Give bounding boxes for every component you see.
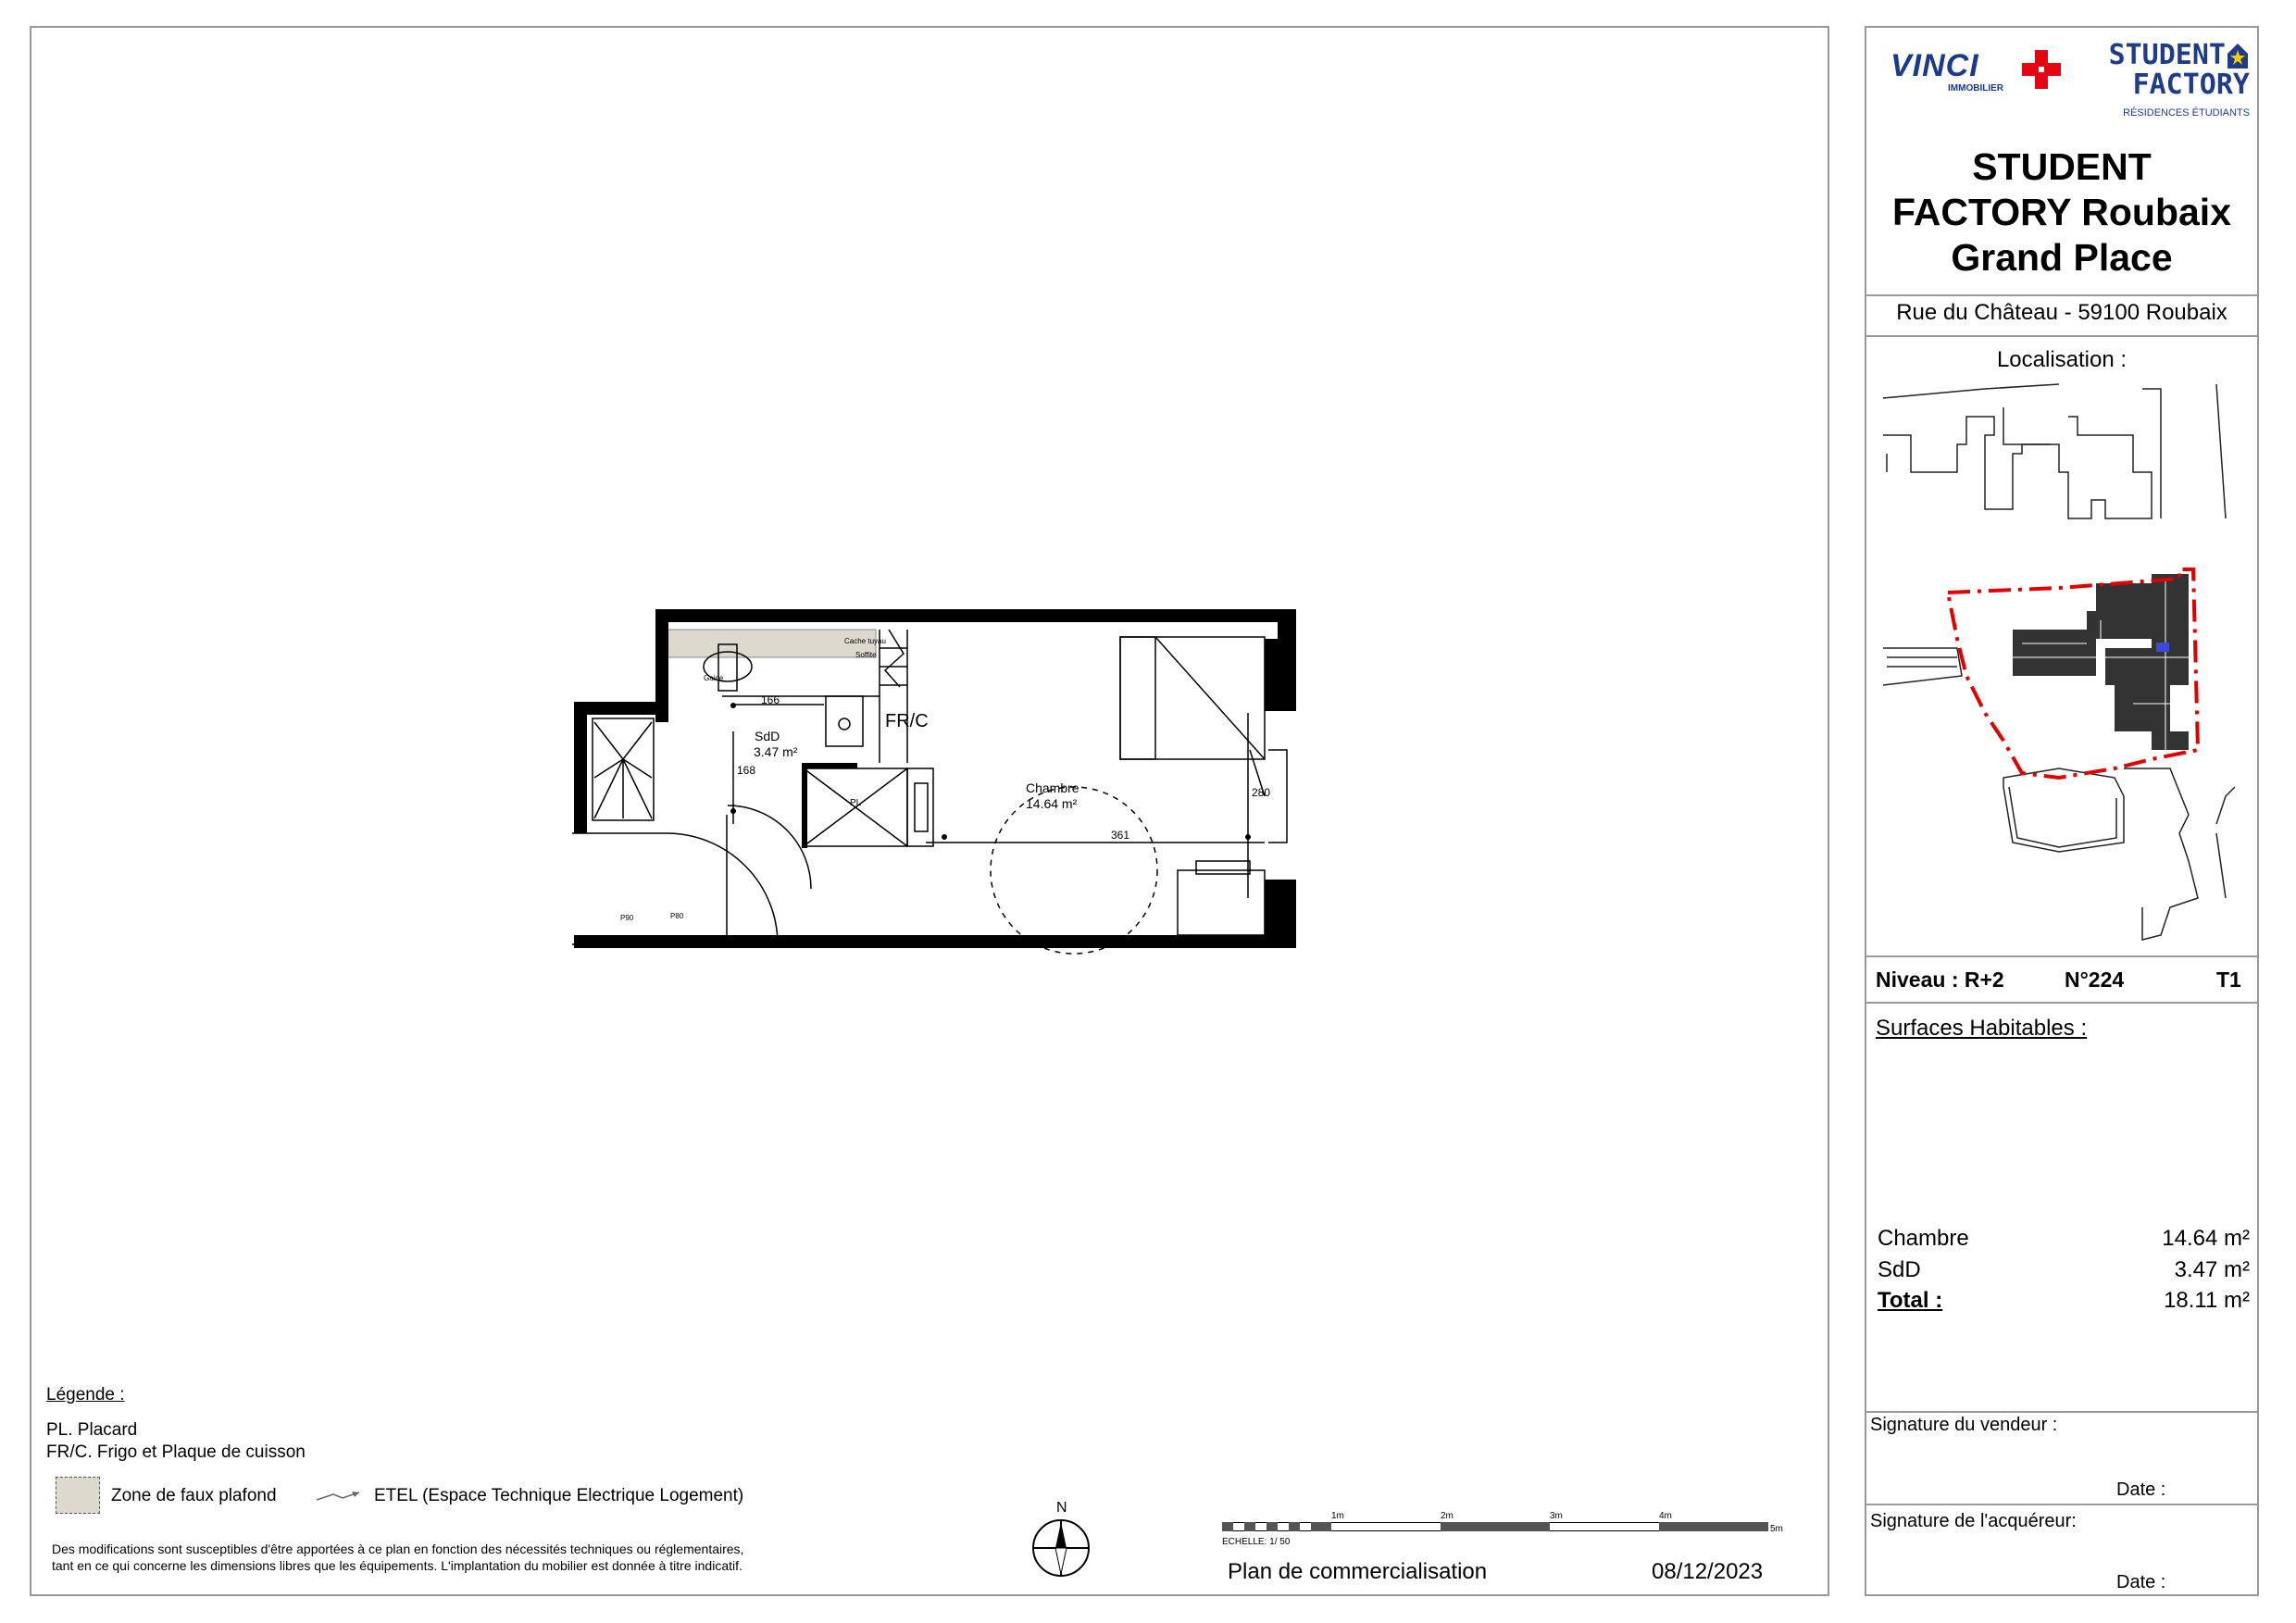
faux-plafond-swatch	[56, 1477, 100, 1514]
divider	[1865, 294, 2259, 296]
unit-number: N°224	[2065, 968, 2125, 992]
total-value: 18.11 m²	[2164, 1288, 2250, 1313]
chambre-name: Chambre	[1026, 780, 1079, 795]
legend-etel: ETEL (Espace Technique Electrique Logement)	[374, 1486, 744, 1505]
scale-tick-5m: 5m	[1770, 1524, 1783, 1534]
sdd-area: 3.47 m²	[754, 744, 798, 759]
residence-title	[1865, 144, 2259, 281]
title-line2: FACTORY Roubaix	[1891, 191, 2232, 233]
dim-168: 168	[737, 764, 756, 777]
signature-vendeur-date: Date :	[2116, 1479, 2166, 1500]
niveau: Niveau : R+2	[1876, 968, 2004, 992]
compass-icon	[1029, 1517, 1092, 1579]
scale-tick-1m: 1m	[1331, 1511, 1344, 1521]
p90-label: P90	[620, 914, 634, 922]
unit-highlight	[2156, 643, 2169, 652]
disclaimer-line1: Des modifications sont susceptibles d'être apportées à ce plan en fonction des nécessités techniques ou réglementaires,	[52, 1542, 744, 1556]
p80-label: P80	[670, 912, 684, 920]
legend-faux-plafond: Zone de faux plafond	[111, 1486, 277, 1505]
surfaces-heading: Surfaces Habitables :	[1876, 1016, 2088, 1041]
north-label: N	[1056, 1500, 1067, 1516]
surface-value: 3.47 m²	[2174, 1257, 2250, 1282]
gaine-label: Gaine	[704, 674, 724, 682]
frc-label: FR/C	[885, 711, 929, 731]
sf-logo-sub: RÉSIDENCES ÉTUDIANTS	[2123, 107, 2250, 119]
divider	[1865, 335, 2259, 337]
dim-361: 361	[1111, 829, 1130, 842]
divider	[1865, 1002, 2259, 1004]
dim-280: 280	[1252, 786, 1271, 799]
surface-row-sdd	[1878, 1257, 2250, 1283]
surface-row-chambre	[1878, 1226, 2250, 1252]
signature-vendeur: Signature du vendeur :	[1870, 1415, 2058, 1435]
surface-label: Chambre	[1878, 1226, 1969, 1251]
address: Rue du Château - 59100 Roubaix	[1896, 300, 2227, 325]
chambre-area: 14.64 m²	[1026, 796, 1078, 811]
plan-date: 08/12/2023	[1652, 1559, 1764, 1584]
house-star-icon	[2226, 41, 2250, 70]
vinci-logo-sub: IMMOBILIER	[1948, 83, 2003, 94]
surface-value: 14.64 m²	[2162, 1226, 2250, 1251]
vinci-logo-text: VINCI	[1890, 48, 1979, 83]
surface-row-total	[1878, 1288, 2250, 1314]
signature-acquereur: Signature de l'acquéreur:	[1870, 1511, 2077, 1531]
localisation-map	[1874, 380, 2253, 944]
localisation-label: Localisation :	[1996, 347, 2128, 372]
sdd-name: SdD	[755, 729, 780, 743]
scale-tick-3m: 3m	[1550, 1511, 1563, 1521]
divider	[1865, 1504, 2259, 1505]
sf-logo-line1: STUDENT	[2108, 39, 2226, 71]
plan-type: Plan de commercialisation	[1228, 1559, 1488, 1584]
scale-tick-2m: 2m	[1441, 1511, 1454, 1521]
scale-bar	[1222, 1511, 1783, 1555]
legend-frc: FR/C. Frigo et Plaque de cuisson	[46, 1442, 306, 1462]
scale-echelle: ECHELLE: 1/ 50	[1222, 1537, 1291, 1547]
vinci-logo	[1889, 46, 2065, 102]
divider	[1865, 955, 2259, 957]
dim-166: 166	[761, 693, 780, 706]
title-line3: Grand Place	[1951, 236, 2173, 279]
legend-pl: PL. Placard	[46, 1420, 138, 1440]
unit-type: T1	[2216, 968, 2241, 992]
soffite-label: Soffite	[855, 651, 877, 659]
scale-tick-4m: 4m	[1659, 1511, 1672, 1521]
student-factory-logo	[2092, 37, 2250, 126]
floor-plan	[555, 593, 1407, 981]
vinci-cross-icon	[2018, 46, 2065, 93]
surface-label: SdD	[1878, 1257, 1921, 1282]
etel-arrow-icon	[315, 1489, 367, 1504]
divider	[1865, 1411, 2259, 1413]
disclaimer-line2: tant en ce qui concerne les dimensions libres que les équipements. L'implantation du mobilier est donnée à titre indicatif.	[52, 1558, 742, 1573]
signature-acquereur-date: Date :	[2116, 1572, 2166, 1592]
pl-label: PL	[850, 798, 862, 808]
sf-logo-line2: FACTORY	[2132, 69, 2250, 101]
cache-tuyau-label: Cache tuyau	[844, 637, 886, 645]
title-line1: STUDENT	[1972, 145, 2152, 188]
legend-heading: Légende :	[46, 1385, 125, 1405]
total-label: Total :	[1878, 1288, 1943, 1313]
